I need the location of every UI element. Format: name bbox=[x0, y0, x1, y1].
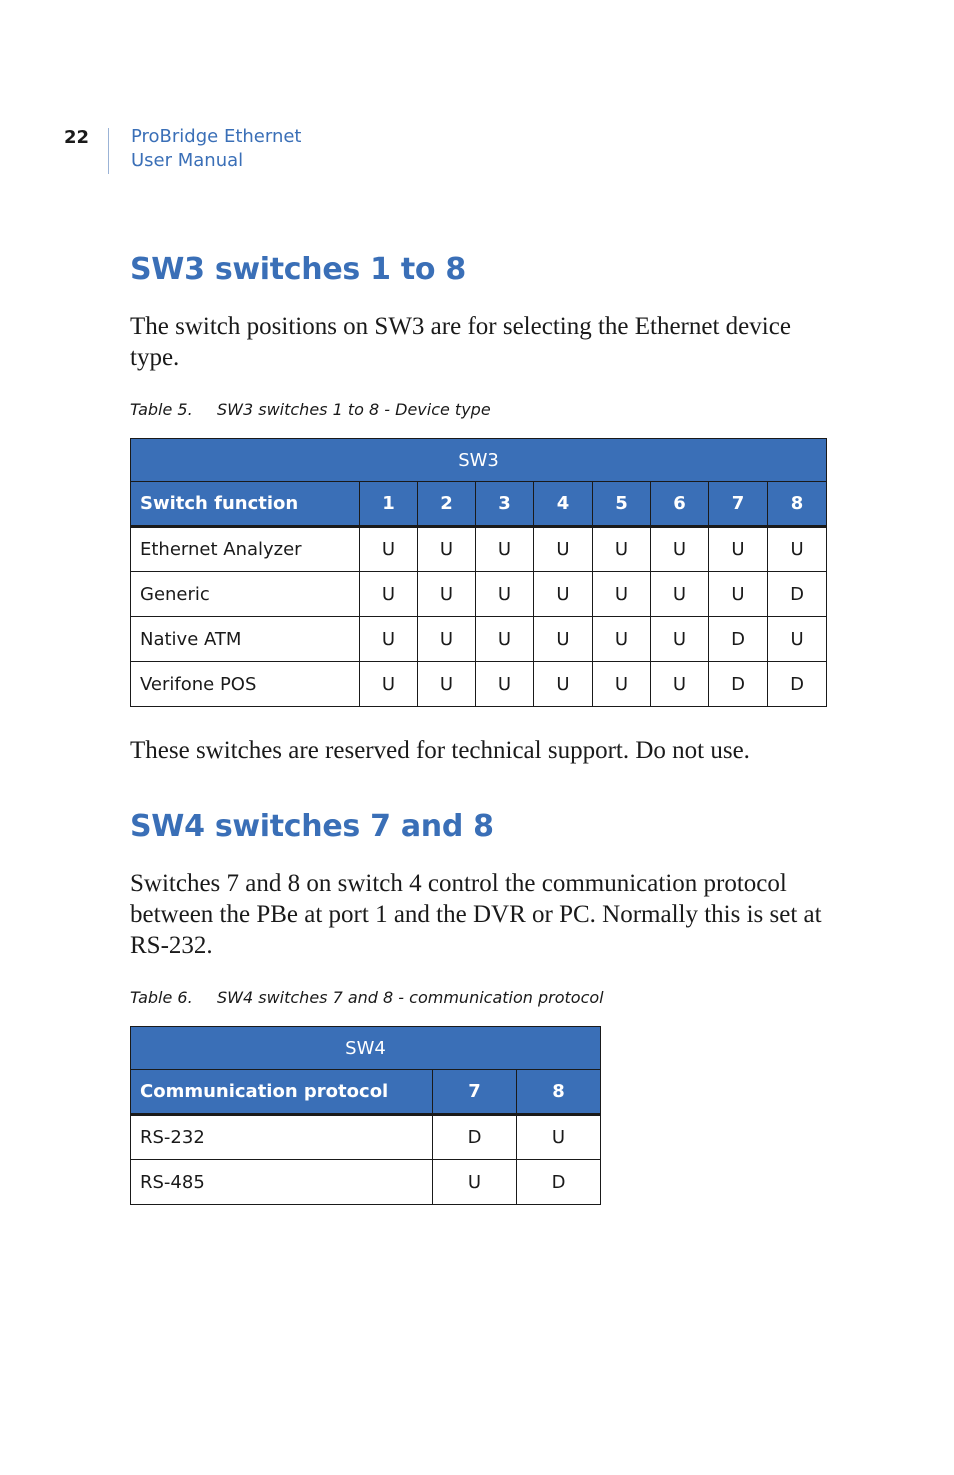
table-cell: U bbox=[476, 527, 534, 572]
table-cell: U bbox=[651, 527, 709, 572]
table-row bbox=[131, 617, 827, 662]
table-group-header: SW4 bbox=[131, 1027, 601, 1070]
table-caption-number: Table 6. bbox=[130, 988, 193, 1007]
table-cell: Verifone POS bbox=[131, 662, 360, 707]
table-cell: U bbox=[360, 572, 418, 617]
sw3-table bbox=[130, 438, 827, 707]
table-cell: Generic bbox=[131, 572, 360, 617]
reserved-note: These switches are reserved for technical support. Do not use. bbox=[130, 737, 750, 764]
table-cell: D bbox=[709, 662, 768, 707]
table-cell: D bbox=[433, 1115, 517, 1160]
table-cell: U bbox=[433, 1160, 517, 1205]
table-caption-number: Table 5. bbox=[130, 400, 193, 419]
table-cell: U bbox=[360, 617, 418, 662]
table-cell: RS-485 bbox=[131, 1160, 433, 1205]
column-header: 1 bbox=[360, 482, 418, 527]
table-cell: U bbox=[418, 527, 476, 572]
table-caption-sw4 bbox=[130, 988, 604, 1007]
table-cell: U bbox=[418, 617, 476, 662]
table-cell: U bbox=[534, 617, 593, 662]
section-intro-sw4: Switches 7 and 8 on switch 4 control the communication protocol between the PBe at port 1 and the DVR or PC. Normally this is set at RS-232. bbox=[130, 870, 822, 959]
table-cell: Native ATM bbox=[131, 617, 360, 662]
column-header: Communication protocol bbox=[131, 1070, 433, 1115]
table-cell: U bbox=[593, 617, 651, 662]
section-heading-sw3: SW3 switches 1 to 8 bbox=[130, 252, 466, 287]
running-header bbox=[131, 125, 302, 173]
table-cell: D bbox=[709, 617, 768, 662]
column-header: 4 bbox=[534, 482, 593, 527]
table-cell: D bbox=[517, 1160, 601, 1205]
column-header: 5 bbox=[593, 482, 651, 527]
table-cell: U bbox=[768, 617, 827, 662]
table-caption-text: SW3 switches 1 to 8 - Device type bbox=[217, 400, 491, 419]
table-cell: U bbox=[651, 572, 709, 617]
table-group-header: SW3 bbox=[131, 439, 827, 482]
sw4-table bbox=[130, 1026, 601, 1205]
table-cell: U bbox=[418, 662, 476, 707]
table-cell: D bbox=[768, 572, 827, 617]
header-divider bbox=[108, 128, 109, 174]
column-header: 8 bbox=[517, 1070, 601, 1115]
column-header: 3 bbox=[476, 482, 534, 527]
table-cell: U bbox=[360, 662, 418, 707]
table-cell: Ethernet Analyzer bbox=[131, 527, 360, 572]
table-cell: U bbox=[593, 572, 651, 617]
table-cell: U bbox=[517, 1115, 601, 1160]
table-cell: U bbox=[534, 662, 593, 707]
column-header: Switch function bbox=[131, 482, 360, 527]
table-row bbox=[131, 1115, 601, 1160]
table-row bbox=[131, 527, 827, 572]
table-row bbox=[131, 1160, 601, 1205]
table-cell: D bbox=[768, 662, 827, 707]
table-cell: U bbox=[418, 572, 476, 617]
column-header: 8 bbox=[768, 482, 827, 527]
table-cell: RS-232 bbox=[131, 1115, 433, 1160]
table-cell: U bbox=[534, 572, 593, 617]
section-intro-sw3: The switch positions on SW3 are for selecting the Ethernet device type. bbox=[130, 313, 791, 371]
table-cell: U bbox=[651, 617, 709, 662]
section-heading-sw4: SW4 switches 7 and 8 bbox=[130, 809, 494, 844]
page-number: 22 bbox=[64, 127, 90, 148]
table-row bbox=[131, 662, 827, 707]
header-title: ProBridge Ethernet bbox=[131, 126, 302, 147]
table-cell: U bbox=[476, 572, 534, 617]
table-cell: U bbox=[476, 617, 534, 662]
column-header: 2 bbox=[418, 482, 476, 527]
table-cell: U bbox=[593, 662, 651, 707]
table-row bbox=[131, 572, 827, 617]
column-header: 7 bbox=[709, 482, 768, 527]
table-cell: U bbox=[651, 662, 709, 707]
table-cell: U bbox=[476, 662, 534, 707]
table-header-row bbox=[131, 1070, 601, 1115]
table-cell: U bbox=[709, 527, 768, 572]
column-header: 7 bbox=[433, 1070, 517, 1115]
table-caption-text: SW4 switches 7 and 8 - communication protocol bbox=[217, 988, 604, 1007]
table-cell: U bbox=[593, 527, 651, 572]
header-subtitle: User Manual bbox=[131, 150, 244, 171]
table-cell: U bbox=[709, 572, 768, 617]
table-cell: U bbox=[360, 527, 418, 572]
table-cell: U bbox=[768, 527, 827, 572]
table-header-row bbox=[131, 482, 827, 527]
column-header: 6 bbox=[651, 482, 709, 527]
table-caption-sw3 bbox=[130, 400, 491, 419]
table-cell: U bbox=[534, 527, 593, 572]
